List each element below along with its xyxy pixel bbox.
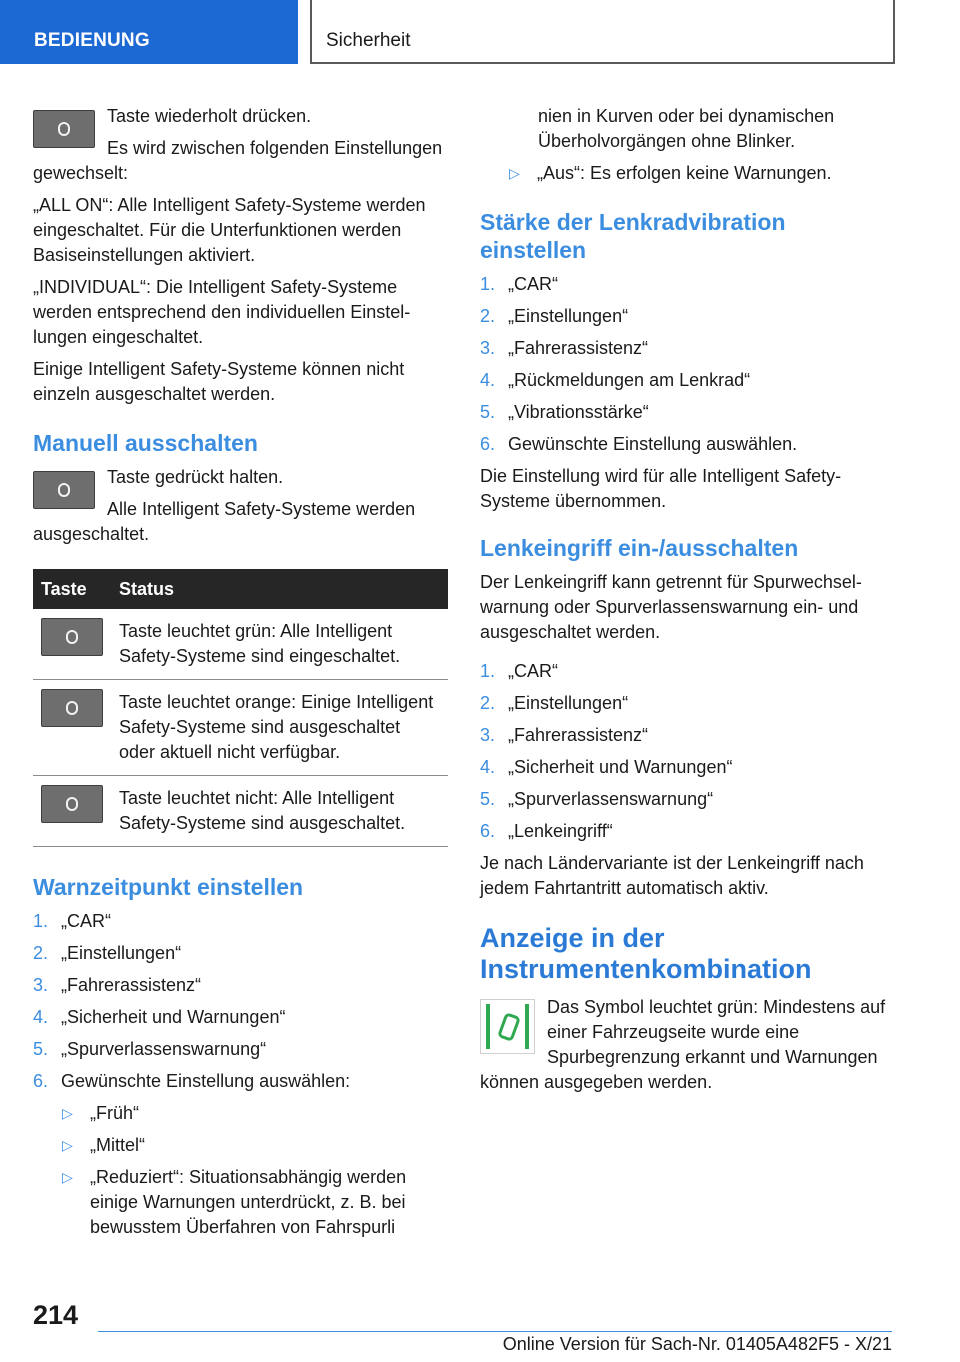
list-item: 2. „Einstellungen“ [480, 693, 629, 713]
heading-steering: Lenkeingriff ein-/ausschalten [480, 535, 799, 561]
vibration-note: Die Einstellung wird für alle Intelligent Safety-Systeme übernommen. [480, 466, 842, 511]
steering-note: Je nach Ländervariante ist der Lenkeingriff nach jedem Fahrtantritt automatisch aktiv. [480, 853, 864, 898]
individual-paragraph: „INDIVIDUAL“: Die Intelligent Safety-Systeme werden entsprechend den individuellen Einstellungen eingeschaltet. [33, 277, 411, 347]
table-row [33, 609, 448, 680]
list-item: 5. „Vibrationsstärke“ [480, 402, 649, 422]
warning-steps-list [33, 909, 448, 1094]
footer-text: Online Version für Sach-Nr. 01405A482F5 - X/21 [502, 1334, 892, 1354]
heading-warning-time: Warnzeitpunkt einstellen [33, 874, 304, 900]
table-row [33, 776, 448, 847]
steering-paragraph: Der Lenkeingriff kann getrennt für Spurwechselwarnung oder Spurverlassenswarnung ein- und ausgeschaltet werden. [480, 572, 862, 642]
list-item: 6. „Lenkeingriff“ [480, 821, 613, 841]
safety-button-icon [33, 471, 95, 509]
list-item: 2. „Einstellungen“ [480, 306, 629, 326]
page-title: Sicherheit [310, 0, 895, 64]
lane-departure-icon [480, 999, 535, 1054]
list-item: 5. „Spurverlassenswarnung“ [33, 1039, 267, 1059]
intro-paragraph-1: Taste wiederholt drücken. [107, 106, 312, 126]
all-on-paragraph: „ALL ON“: Alle Intelligent Safety-Systeme werden eingeschaltet. Für die Unterfunktionen werden Basiseinstellungen aktiviert. [33, 195, 426, 265]
list-item: 3. „Fahrerassistenz“ [480, 338, 649, 358]
vibration-steps-list [480, 272, 890, 457]
status-table [33, 569, 448, 847]
safety-button-icon [41, 785, 103, 823]
list-item: 4. „Sicherheit und Warnungen“ [480, 757, 733, 777]
list-item: 3. „Fahrerassistenz“ [33, 975, 202, 995]
list-item: ▷ „Früh“ [62, 1101, 448, 1126]
warning-options-list [33, 1101, 448, 1240]
table-cell-status: Taste leuchtet grün: Alle Intelligent Safety-Systeme sind eingeschaltet. [111, 609, 448, 680]
table-header-taste: Taste [33, 569, 111, 609]
off-option-list [480, 161, 890, 186]
steering-steps-list [480, 659, 890, 844]
list-item: 4. „Sicherheit und Warnungen“ [33, 1007, 286, 1027]
safety-button-icon [33, 110, 95, 148]
list-item: ▷ „Reduziert“: Situationsabhängig werden einige Warnungen unterdrückt, z. B. bei bewusstem Überfahren von Fahrspurli [62, 1165, 448, 1240]
intro-paragraph-2: Es wird zwischen folgenden Einstellungen gewechselt: [33, 138, 443, 183]
heading-manual-off: Manuell ausschalten [33, 430, 258, 456]
safety-button-icon [41, 618, 103, 656]
list-item: 2. „Einstellungen“ [33, 943, 182, 963]
table-cell-status: Taste leuchtet nicht: Alle Intelligent Safety-Systeme sind ausgeschaltet. [111, 776, 448, 847]
table-row [33, 680, 448, 776]
left-column [33, 104, 448, 1247]
list-item: 1. „CAR“ [480, 661, 558, 681]
bullet-triangle-icon: ▷ [62, 1105, 73, 1121]
list-item: 5. „Spurverlassenswarnung“ [480, 789, 714, 809]
display-paragraph: Das Symbol leuchtet grün: Mindestens auf einer Fahrzeugseite wurde eine Spurbegrenzung erkannt und Warnungen können ausgegeben werden. [480, 997, 886, 1092]
bullet-triangle-icon: ▷ [62, 1169, 73, 1185]
safety-button-icon [41, 689, 103, 727]
list-item: 6. Gewünschte Einstellung auswählen. [480, 434, 798, 454]
table-cell-status: Taste leuchtet orange: Einige Intelligent Safety-Systeme sind ausgeschaltet oder aktuell nicht verfügbar. [111, 680, 448, 776]
list-item: 1. „CAR“ [33, 911, 111, 931]
list-item: 4. „Rückmeldungen am Lenkrad“ [480, 370, 751, 390]
manual-paragraph-2: Alle Intelligent Safety-Systeme werden ausgeschaltet. [33, 499, 416, 544]
list-item: 1. „CAR“ [480, 274, 558, 294]
list-item: ▷ „Aus“: Es erfolgen keine Warnungen. [509, 161, 890, 186]
list-item: ▷ „Mittel“ [62, 1133, 448, 1158]
footer-divider [98, 1331, 892, 1332]
continued-text: nien in Kurven oder bei dynamischen Überholvorgängen ohne Blinker. [538, 106, 835, 151]
manual-paragraph-1: Taste gedrückt halten. [107, 467, 284, 487]
list-item: 6. Gewünschte Einstellung auswählen: [33, 1071, 351, 1091]
heading-vibration: Stärke der Lenkradvibration einstellen [480, 209, 786, 263]
bullet-triangle-icon: ▷ [509, 165, 520, 181]
note-paragraph: Einige Intelligent Safety-Systeme können nicht einzeln ausgeschaltet werden. [33, 359, 405, 404]
heading-display: Anzeige in der Instrumentenkombination [480, 923, 812, 984]
table-header-status: Status [111, 569, 448, 609]
bullet-triangle-icon: ▷ [62, 1137, 73, 1153]
section-tab: BEDIENUNG [0, 0, 298, 64]
right-column [480, 104, 890, 1102]
page-number: 214 [33, 1300, 79, 1330]
list-item: 3. „Fahrerassistenz“ [480, 725, 649, 745]
